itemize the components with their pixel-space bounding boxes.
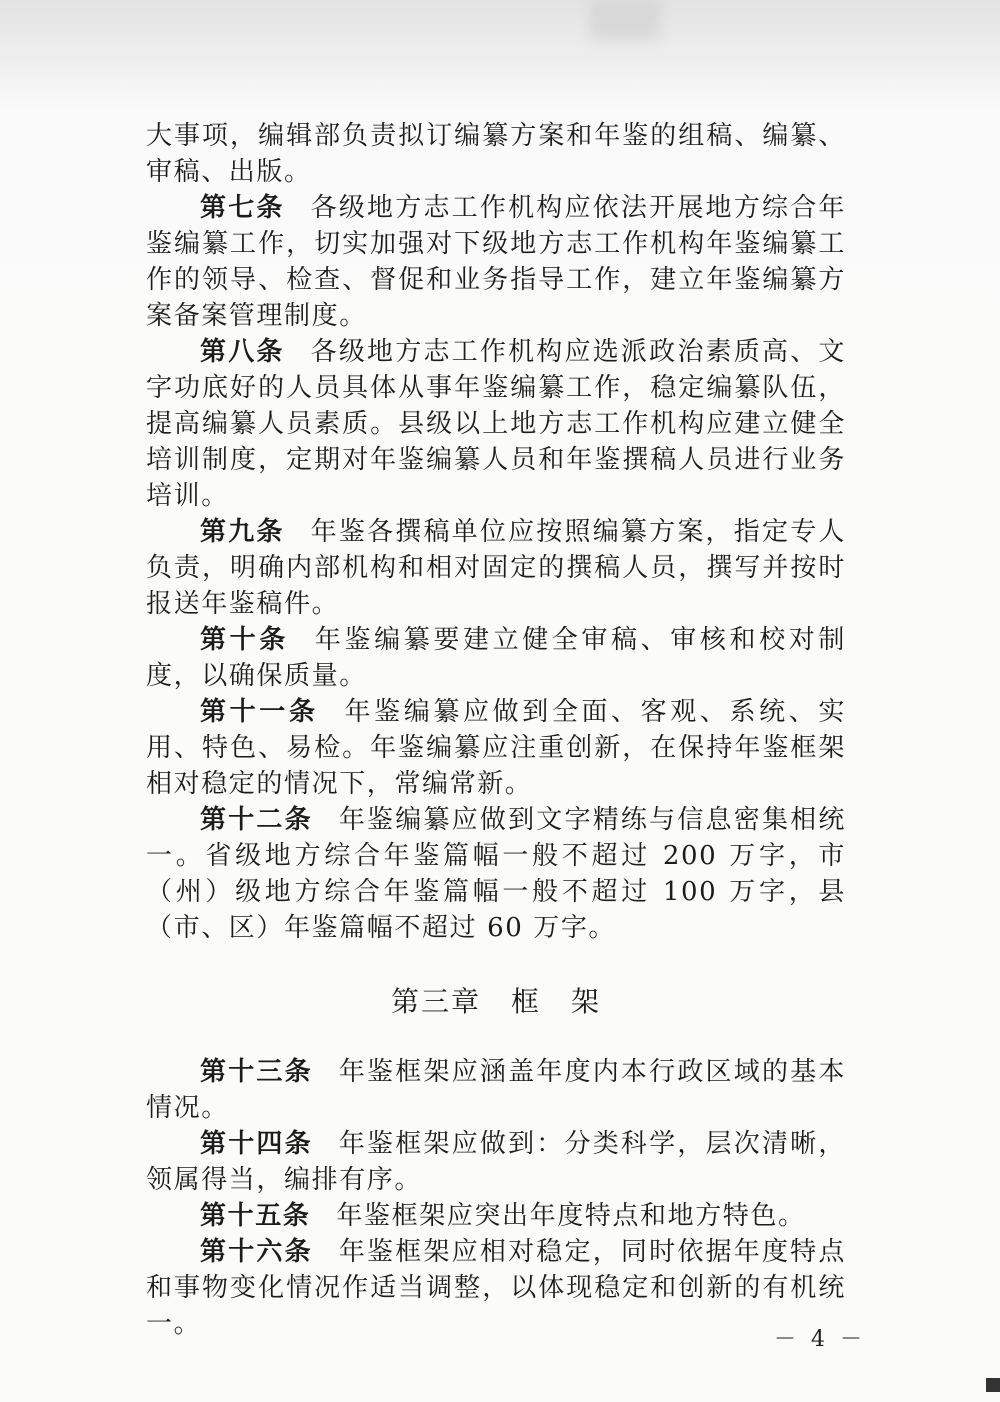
article-text: 各级地方志工作机构应选派政治素质高、文字功底好的人员具体从事年鉴编纂工作，稳定编纂队伍，提高编纂人员素质。县级以上地方志工作机构应建立健全培训制度，定期对年鉴编纂人员和年鉴撰稿人员进行业务培训。 [146,337,846,511]
scan-edge-mark [986,1378,1000,1392]
article-8 [146,334,846,514]
article-number: 第十四条 [200,1129,313,1159]
article-text: 年鉴编纂要建立健全审稿、审核和校对制度，以确保质量。 [146,625,846,691]
article-number: 第十三条 [200,1057,313,1087]
article-7 [146,190,846,334]
intro-paragraph: 大事项，编辑部负责拟订编纂方案和年鉴的组稿、编纂、审稿、出版。 [146,121,846,187]
article-text: 各级地方志工作机构应依法开展地方综合年鉴编纂工作，切实加强对下级地方志工作机构年鉴编纂工作的领导、检查、督促和业务指导工作，建立年鉴编纂方案备案管理制度。 [146,193,846,331]
article-text: 年鉴框架应做到：分类科学，层次清晰，领属得当，编排有序。 [146,1129,846,1195]
article-10 [146,622,846,694]
article-number: 第七条 [200,193,285,223]
article-text: 年鉴框架应突出年度特点和地方特色。 [336,1201,806,1231]
document-body [146,118,846,1342]
article-text: 年鉴框架应涵盖年度内本行政区域的基本情况。 [146,1057,846,1123]
scan-artifact [590,0,660,40]
article-9 [146,514,846,622]
article-number: 第九条 [200,517,285,547]
article-text: 年鉴框架应相对稳定，同时依据年度特点和事物变化情况作适当调整，以体现稳定和创新的有机统一。 [146,1237,846,1339]
article-text: 年鉴编纂应做到全面、客观、系统、实用、特色、易检。年鉴编纂应注重创新，在保持年鉴框架相对稳定的情况下，常编常新。 [146,697,846,799]
page-number: － 4 － [774,1327,866,1352]
article-number: 第十条 [200,625,289,655]
article-number: 第十五条 [200,1201,311,1231]
article-12 [146,802,846,946]
article-14 [146,1126,846,1198]
scan-shadow [0,0,1000,110]
article-text: 年鉴各撰稿单位应按照编纂方案，指定专人负责，明确内部机构和相对固定的撰稿人员，撰写并按时报送年鉴稿件。 [146,517,846,619]
article-11 [146,694,846,802]
article-number: 第十二条 [200,805,313,835]
article-number: 第十一条 [200,697,319,727]
article-13 [146,1054,846,1126]
article-number: 第十六条 [200,1237,313,1267]
chapter-title: 第三章 框 架 [390,985,601,1018]
article-16 [146,1234,846,1342]
article-text: 年鉴编纂应做到文字精练与信息密集相统一。省级地方综合年鉴篇幅一般不超过 200 万字，市（州）级地方综合年鉴篇幅一般不超过 100 万字，县（市、区）年鉴篇幅不超过 60 万字。 [146,805,846,943]
article-15 [146,1198,846,1234]
article-number: 第八条 [200,337,285,367]
